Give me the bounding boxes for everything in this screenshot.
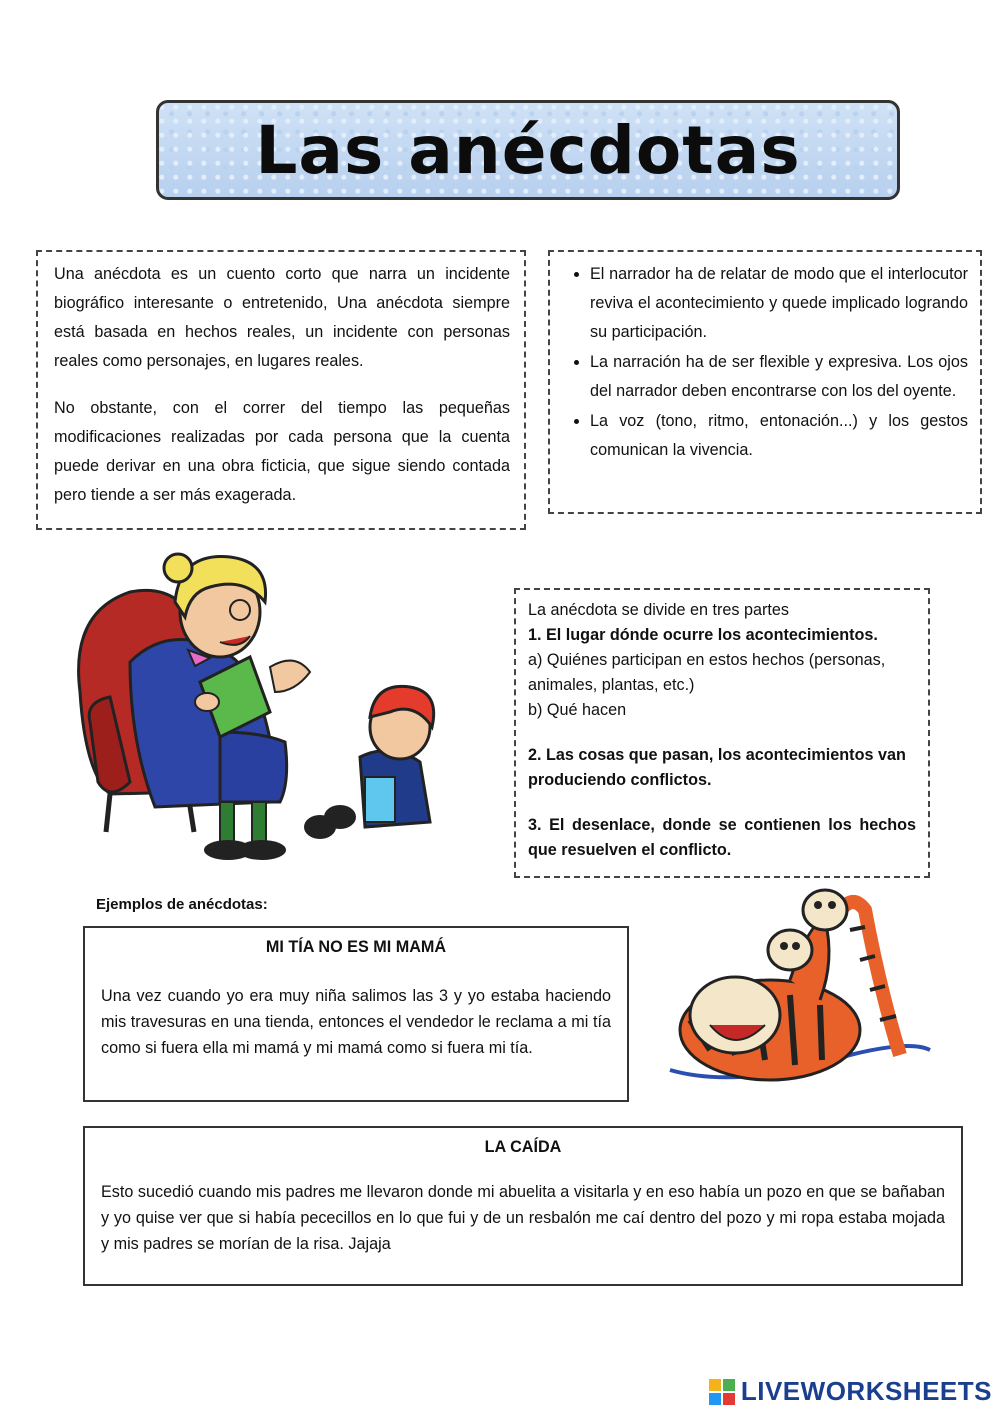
- liveworksheets-logo: [709, 1376, 992, 1407]
- parts-intro: La anécdota se divide en tres partes: [528, 601, 789, 619]
- story-parts-box: [514, 588, 930, 878]
- logo-text: LIVEWORKSHEETS: [740, 1376, 992, 1406]
- part-3: 3. El desenlace, donde se contienen los hechos que resuelven el conflicto.: [528, 816, 916, 859]
- definition-paragraph-1: Una anécdota es un cuento corto que narra un incidente biográfico interesante o entretenido, Una anécdota siempre está basada en hechos reales, un incidente con personas reales como personajes, en lugares reales.: [54, 265, 510, 370]
- part-1b: b) Qué hacen: [528, 701, 627, 719]
- example-text: Una vez cuando yo era muy niña salimos las 3 y yo estaba haciendo mis travesuras en una tienda, entonces el vendedor le reclama a mi tía como si fuera ella mi mamá y mi mamá como si fuera mi tía.: [101, 987, 611, 1057]
- example-title: MI TÍA NO ES MI MAMÁ: [265, 938, 447, 956]
- example-title: LA CAÍDA: [484, 1138, 562, 1156]
- example-text: Esto sucedió cuando mis padres me llevaron donde mi abuelita a visitarla y en eso había un pozo en que se bañaban y yo quise ver que si había pececillos en lo que fui y de un resbalón me caí dentro del pozo y mi ropa estaba mojada y mis padres se morían de la risa. Jajaja: [101, 1183, 945, 1253]
- grandma-storytelling-illustration: [70, 532, 500, 872]
- definition-paragraph-2: No obstante, con el correr del tiempo las pequeñas modificaciones realizadas por cada persona que la cuenta puede derivar en una obra ficticia, que sigue siendo contada pero tiende a ser más exagerada.: [54, 399, 510, 504]
- logo-blocks-icon: [709, 1379, 735, 1405]
- example-box-1: [83, 926, 629, 1102]
- tip-item: • La narración ha de ser flexible y expresiva. Los ojos del narrador deben encontrarse con los del oyente.: [590, 348, 968, 406]
- tip-item: • El narrador ha de relatar de modo que el interlocutor reviva el acontecimiento y quede implicado logrando su participación.: [590, 260, 968, 347]
- definition-box: [36, 250, 526, 530]
- part-2: 2. Las cosas que pasan, los acontecimientos van produciendo conflictos.: [528, 746, 906, 789]
- examples-heading: Ejemplos de anécdotas:: [96, 896, 268, 913]
- tip-item: • La voz (tono, ritmo, entonación...) y los gestos comunican la vivencia.: [590, 407, 968, 465]
- narration-tips-box: [548, 250, 982, 514]
- part-1: 1. El lugar dónde ocurre los acontecimientos.: [528, 626, 878, 644]
- example-box-2: [83, 1126, 963, 1286]
- tips-list: [564, 260, 968, 465]
- page-title: Las anécdotas: [255, 111, 801, 189]
- laughing-tiger-illustration: [650, 880, 940, 1110]
- title-banner: [156, 100, 900, 200]
- part-1a: a) Quiénes participan en estos hechos (personas, animales, plantas, etc.): [528, 651, 886, 694]
